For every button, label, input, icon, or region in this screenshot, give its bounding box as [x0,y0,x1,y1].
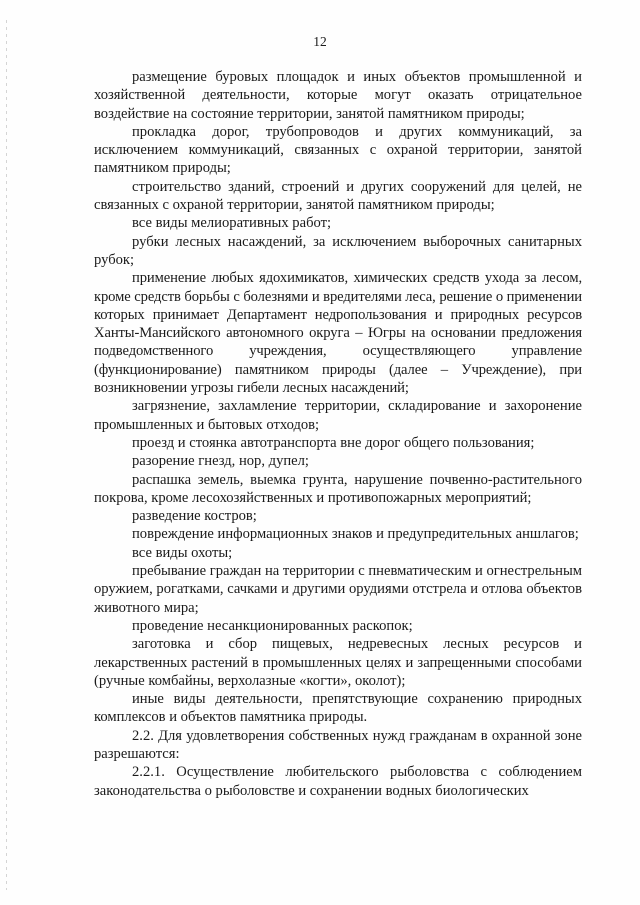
paragraph: размещение буровых площадок и иных объектов промышленной и хозяйственной деятельности, которые могут оказать отрицательное воздействие на состояние территории, занятой памятником природы; [94,69,582,122]
paragraph: повреждение информационных знаков и предупредительных аншлагов; [132,526,579,543]
paragraph: иные виды деятельности, препятствующие сохранению природных комплексов и объектов памятника природы. [94,691,582,726]
paragraph: распашка земель, выемка грунта, нарушение почвенно-растительного покрова, кроме лесохозяйственных и противопожарных мероприятий; [94,471,582,506]
paragraph: 2.2. Для удовлетворения собственных нужд гражданам в охранной зоне разрешаются: [94,727,582,762]
paragraph: пребывание граждан на территории с пневматическим и огнестрельным оружием, рогатками, сачками и другими орудиями отстрела и отлова объектов животного мира; [94,563,582,616]
page-number: 12 [313,34,327,49]
paragraph: прокладка дорог, трубопроводов и других коммуникаций, за исключением коммуникаций, связанных с охраной территории, занятой памятником природы; [94,123,582,177]
paragraph: проведение несанкционированных раскопок; [132,617,413,634]
scan-edge-mark [6,20,7,890]
paragraph: проезд и стоянка автотранспорта вне дорог общего пользования; [132,434,535,451]
paragraph: строительство зданий, строений и других сооружений для целей, не связанных с охраной территории, занятой памятником природы; [94,178,582,214]
paragraph: применение любых ядохимикатов, химических средств ухода за лесом, кроме средств борьбы с болезнями и вредителями леса, решение о применении которых принимает Департамент недропользования и природных ресурсов Ханты-Мансийского автономного округа – Югры на основании предложения подведомственного учреждения, осуществляющего управление (функционирование) памятником природы (далее – Учреждение), при возникновении угрозы гибели лесных насаждений; [94,270,582,397]
paragraph: рубки лесных насаждений, за исключением выборочных санитарных рубок; [94,233,582,268]
paragraph: 2.2.1. Осуществление любительского рыболовства с соблюдением законодательства о рыболовстве и сохранении водных биологических [94,764,582,799]
document-body [94,68,582,800]
paragraph: все виды мелиоративных работ; [132,215,332,232]
paragraph: разорение гнезд, нор, дупел; [132,453,309,470]
paragraph: разведение костров; [132,508,257,525]
paragraph: все виды охоты; [132,544,233,561]
paragraph: заготовка и сбор пищевых, недревесных лесных ресурсов и лекарственных растений в промышленных целях и запрещенными способами (ручные комбайны, верхолазные «когти», околот); [94,636,582,689]
paragraph: загрязнение, захламление территории, складирование и захоронение промышленных и бытовых отходов; [94,398,582,433]
